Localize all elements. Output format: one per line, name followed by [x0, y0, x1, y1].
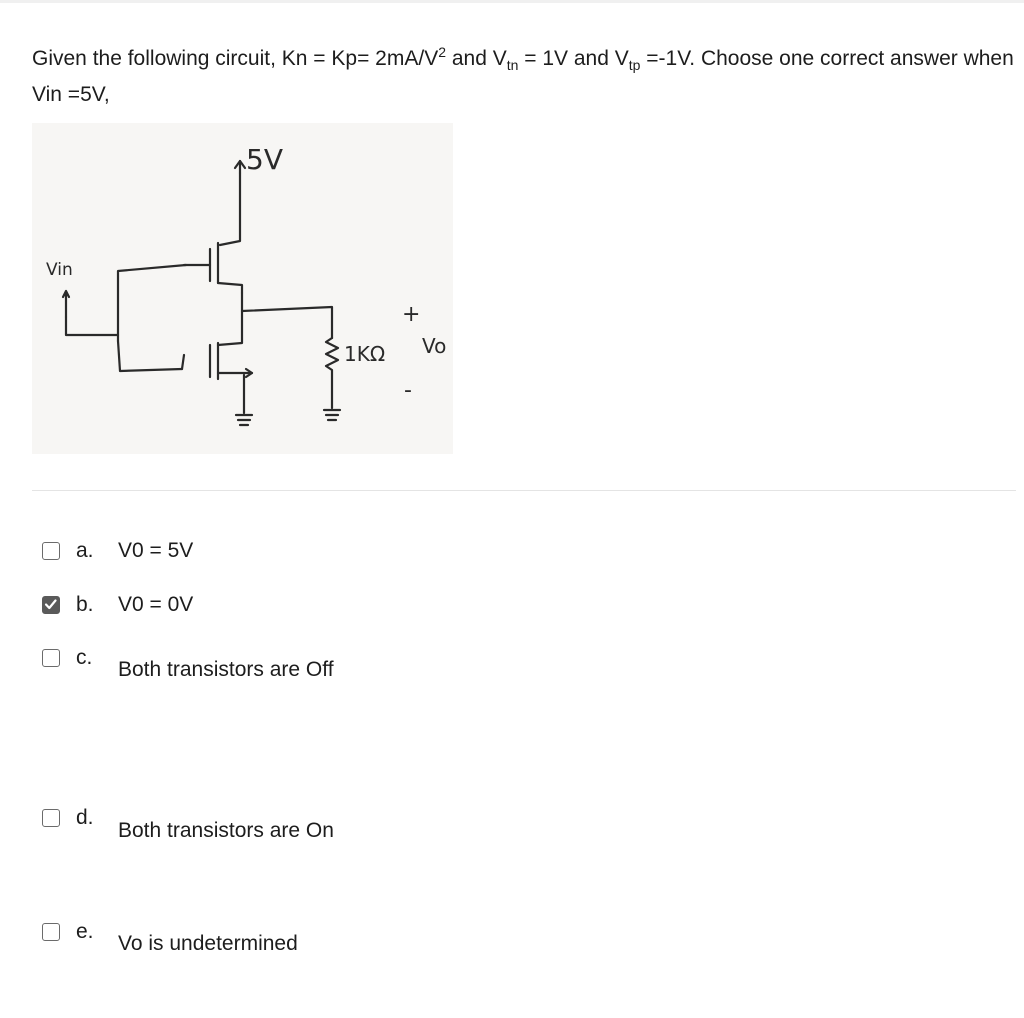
option-c-text: Both transistors are Off [118, 658, 334, 681]
option-d-checkbox[interactable] [42, 809, 60, 827]
question-superscript: 2 [438, 44, 446, 60]
option-a-text: V0 = 5V [118, 539, 194, 562]
option-c-checkbox[interactable] [42, 649, 60, 667]
checkmark-icon [43, 597, 58, 612]
output-plus-label: + [402, 302, 421, 327]
option-b-text: V0 = 0V [118, 593, 194, 616]
option-d-letter: d. [76, 806, 94, 829]
question-subscript-tp: tp [628, 57, 641, 73]
option-b-checkbox[interactable] [42, 596, 60, 614]
question-text [32, 41, 1017, 113]
top-border [0, 0, 1024, 3]
option-e-checkbox[interactable] [42, 923, 60, 941]
option-b-letter: b. [76, 593, 94, 616]
section-divider [32, 490, 1016, 491]
option-a-letter: a. [76, 539, 94, 562]
vin-label: Vin [46, 260, 73, 280]
question-part-2: and V [446, 47, 507, 70]
question-part-3: = 1V and V [518, 47, 629, 70]
option-d-text: Both transistors are On [118, 819, 334, 842]
option-e-letter: e. [76, 920, 94, 943]
supply-voltage-label: 5V [246, 143, 283, 176]
question-part-1: Given the following circuit, Kn = Kp= 2mA/V [32, 47, 439, 70]
circuit-diagram [32, 123, 453, 454]
circuit-image [32, 123, 453, 454]
option-a-checkbox[interactable] [42, 542, 60, 560]
resistor-label: 1KΩ [344, 342, 386, 366]
option-c-letter: c. [76, 646, 93, 669]
question-part-4: =-1V. Choose one correct answer when Vin =5V, [32, 47, 1014, 106]
output-minus-label: - [404, 378, 412, 403]
question-subscript-tn: tn [506, 57, 519, 73]
option-e-text: Vo is undetermined [118, 932, 298, 955]
vo-label: Vo [422, 334, 447, 358]
